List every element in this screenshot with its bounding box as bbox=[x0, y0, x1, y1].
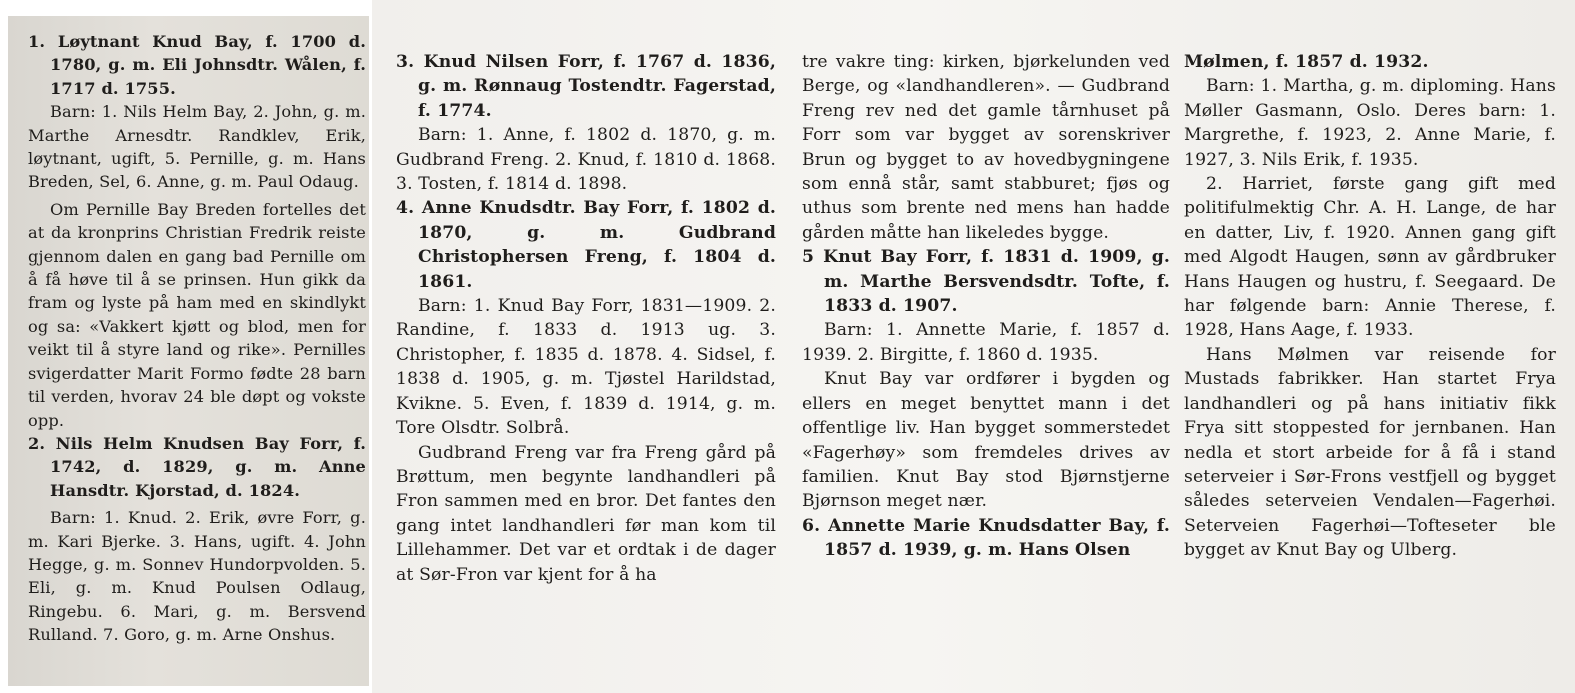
children-list-6b: 2. Harriet, første gang gift med politifulmektig Chr. A. H. Lange, de har en datter, Liv, f. 1920. Annen gang gift med Algodt Haugen, sønn av gårdbruker Hans Haugen og hustru, f. Seegaard. De har følgende barn: Annie Therese, f. 1928, Hans Aage, f. 1933. bbox=[1184, 174, 1556, 341]
children-list-2: Barn: 1. Knud. 2. Erik, øvre Forr, g. m. Kari Bjerke. 3. Hans, ugift. 4. John Hegge, g. m. Sonnev Hundorpvolden. 5. Eli, g. m. Knud Poulsen Odlaug, Ringebu. 6. Mari, g. m. Bersvend Rulland. 7. Goro, g. m. Arne Onshus. bbox=[28, 508, 366, 645]
history-paragraph-2: Knut Bay var ordfører i bygden og ellers en meget benyttet mann i det offentlige liv. Han bygget sommerstedet «Fagerhøy» som fremdeles drives av familien. Knut Bay stod Bjørnstjerne Bjørnson meget nær. bbox=[802, 369, 1170, 512]
text-column-3 bbox=[802, 50, 1170, 563]
text-column-4 bbox=[1184, 50, 1556, 563]
text-column-2 bbox=[396, 50, 776, 587]
genealogy-entry-6-cont: Mølmen, f. 1857 d. 1932. bbox=[1184, 52, 1429, 72]
children-list-3: Barn: 1. Anne, f. 1802 d. 1870, g. m. Gudbrand Freng. 2. Knud, f. 1810 d. 1868. 3. Tosten, f. 1814 d. 1898. bbox=[396, 125, 776, 195]
genealogy-entry-3: 3. Knud Nilsen Forr, f. 1767 d. 1836, g. m. Rønnaug Tostendtr. Fagerstad, f. 1774. bbox=[396, 52, 776, 121]
genealogy-entry-1: 1. Løytnant Knud Bay, f. 1700 d. 1780, g. m. Eli Johnsdtr. Wålen, f. 1717 d. 1755. bbox=[28, 32, 366, 98]
children-list-4: Barn: 1. Knud Bay Forr, 1831—1909. 2. Randine, f. 1833 d. 1913 ug. 3. Christopher, f. 1835 d. 1878. 4. Sidsel, f. 1838 d. 1905, g. m. Tjøstel Harildstad, Kvikne. 5. Even, f. 1839 d. 1914, g. m. Tore Olsdtr. Solbrå. bbox=[396, 296, 776, 439]
clipping-left bbox=[8, 16, 369, 686]
text-column-1 bbox=[28, 30, 366, 647]
genealogy-entry-4: 4. Anne Knudsdtr. Bay Forr, f. 1802 d. 1870, g. m. Gudbrand Christophersen Freng, f. 1804 d. 1861. bbox=[396, 198, 776, 292]
genealogy-entry-6: 6. Annette Marie Knudsdatter Bay, f. 1857 d. 1939, g. m. Hans Olsen bbox=[802, 515, 1170, 561]
children-list-5: Barn: 1. Annette Marie, f. 1857 d. 1939. 2. Birgitte, f. 1860 d. 1935. bbox=[802, 320, 1170, 365]
history-paragraph-1-cont: tre vakre ting: kirken, bjørkelunden ved Berge, og «landhandleren». — Gudbrand Freng rev ned det gamle tårnhuset på Forr som var bygget av sorenskriver Brun og bygget to av hovedbygningene som ennå står, samt stabburet; fjøs og uthus som brente ned mens han hadde gården måtte han likeledes bygge. bbox=[802, 52, 1170, 243]
genealogy-entry-5: 5 Knut Bay Forr, f. 1831 d. 1909, g. m. Marthe Bersvendsdtr. Tofte, f. 1833 d. 1907. bbox=[802, 247, 1170, 317]
history-paragraph-3: Hans Mølmen var reisende for Mustads fabrikker. Han startet Frya landhandleri og på hans initiativ fikk Frya sitt stoppested for jernbanen. Han nedla et stort arbeide for å få i stand seterveier i Sør-Frons vestfjell og bygget således seterveien Vendalen—Fagerhøi. Seterveien Fagerhøi—Tofteseter ble bygget av Knut Bay og Ulberg. bbox=[1184, 344, 1556, 561]
history-paragraph-1: Gudbrand Freng var fra Freng gård på Brøttum, men begynte landhandleri på Fron sammen med en bror. Det fantes den gang intet landhandleri før man kom til Lillehammer. Det var et ordtak i de dager at Sør-Fron var kjent for å ha bbox=[396, 442, 776, 585]
children-list-6a: Barn: 1. Martha, g. m. diploming. Hans Møller Gasmann, Oslo. Deres barn: 1. Margrethe, f. 1923, 2. Anne Marie, f. 1927, 3. Nils Erik, f. 1935. bbox=[1184, 76, 1556, 170]
anecdote-paragraph: Om Pernille Bay Breden fortelles det at da kronprins Christian Fredrik reiste gjennom dalen en gang bad Pernille om å få høve til å se prinsen. Hun gikk da fram og lyste på ham med en skindlykt og sa: «Vakkert kjøtt og blod, men for veikt til å styre land og rike». Pernilles svigerdatter Marit Formo fødte 28 barn til verden, hvorav 24 ble døpt og vokste opp. bbox=[28, 199, 366, 430]
clipping-right bbox=[372, 0, 1575, 693]
genealogy-entry-2: 2. Nils Helm Knudsen Bay Forr, f. 1742, d. 1829, g. m. Anne Hansdtr. Kjorstad, d. 1824. bbox=[28, 433, 366, 500]
children-list-1: Barn: 1. Nils Helm Bay, 2. John, g. m. Marthe Arnesdtr. Randklev, Erik, løytnant, ugift, 5. Pernille, g. m. Hans Breden, Sel, 6. Anne, g. m. Paul Odaug. bbox=[28, 102, 366, 192]
